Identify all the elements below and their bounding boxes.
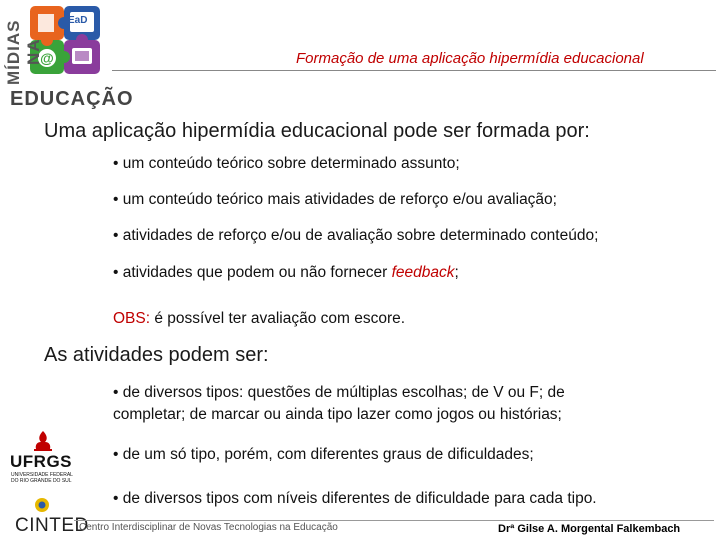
bullet-line: • de diversos tipos: questões de múltiplas escolhas; de V ou F; de bbox=[113, 384, 565, 401]
obs-note bbox=[113, 310, 405, 328]
ufrgs-emblem-icon bbox=[30, 430, 56, 452]
list-item bbox=[113, 382, 565, 426]
logo-word: EDUCAÇÃO bbox=[10, 88, 134, 110]
obs-label: OBS: bbox=[113, 310, 151, 327]
bullet-text-end: ; bbox=[454, 264, 459, 281]
feedback-term: feedback bbox=[391, 264, 455, 281]
logo-vertical-text: MÍDIAS NA bbox=[4, 19, 43, 85]
cinted-emblem-icon bbox=[34, 496, 50, 514]
svg-text:@: @ bbox=[40, 50, 54, 66]
section2-heading: As atividades podem ser: bbox=[44, 344, 269, 366]
ufrgs-subtitle: UNIVERSIDADE FEDERAL DO RIO GRANDE DO SUL bbox=[11, 472, 73, 484]
list-item: • um conteúdo teórico mais atividades de reforço e/ou avaliação; bbox=[113, 191, 557, 208]
logo-tile-text: EaD bbox=[68, 15, 88, 26]
obs-text: é possível ter avaliação com escore. bbox=[150, 310, 406, 327]
bullet-text: • atividades que podem ou não fornecer bbox=[113, 264, 392, 281]
ufrgs-logo-text: UFRGS bbox=[10, 452, 72, 471]
footer-divider bbox=[74, 520, 714, 521]
footer-institution: Centro Interdisciplinar de Novas Tecnologias na Educação bbox=[79, 522, 338, 533]
list-item: • atividades de reforço e/ou de avaliação sobre determinado conteúdo; bbox=[113, 227, 599, 244]
page-title: Formação de uma aplicação hipermídia educacional bbox=[296, 50, 644, 67]
list-item-feedback bbox=[113, 262, 459, 284]
footer-author: Drª Gilse A. Morgental Falkembach bbox=[498, 523, 681, 535]
header-divider bbox=[112, 70, 716, 71]
section1-heading: Uma aplicação hipermídia educacional pode ser formada por: bbox=[44, 120, 590, 142]
list-item: • de diversos tipos com níveis diferentes de dificuldade para cada tipo. bbox=[113, 490, 597, 507]
list-item: • um conteúdo teórico sobre determinado assunto; bbox=[113, 155, 460, 172]
bullet-line: completar; de marcar ou ainda tipo lazer como jogos ou histórias; bbox=[113, 406, 562, 423]
list-item: • de um só tipo, porém, com diferentes graus de dificuldades; bbox=[113, 446, 534, 463]
cinted-logo-text: CINTED bbox=[15, 515, 89, 536]
